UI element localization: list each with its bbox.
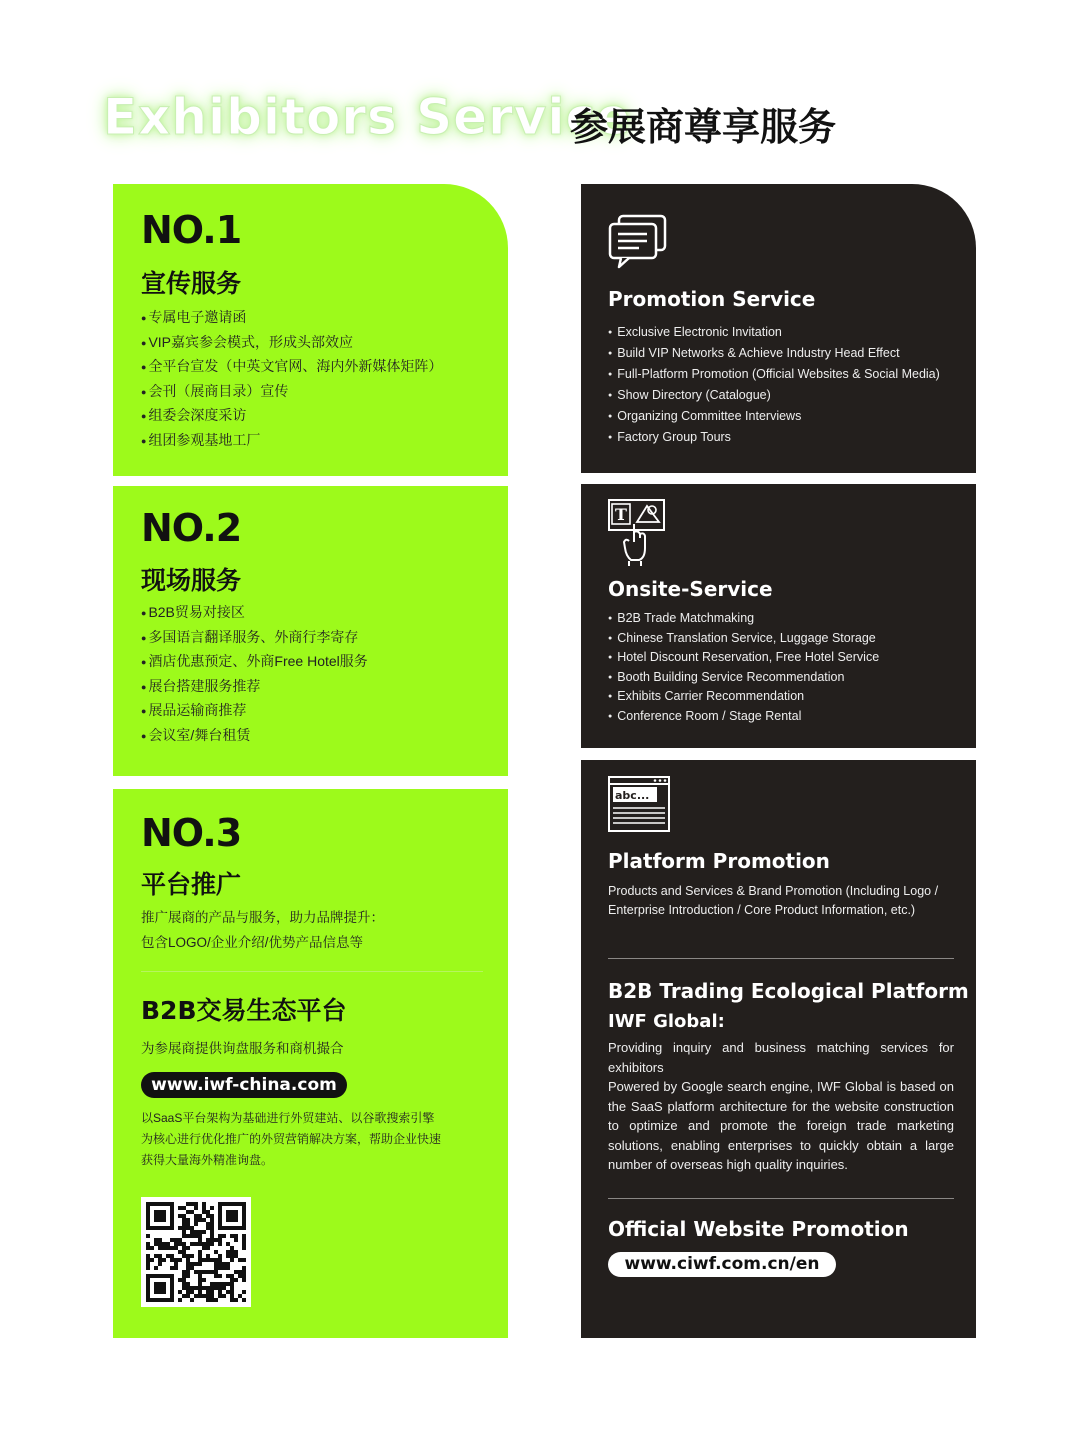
list-item: ● Chinese Translation Service, Luggage Storage (608, 629, 879, 649)
service-list (608, 322, 940, 448)
list-item: ● 组委会深度采访 (141, 403, 442, 428)
list-item: ● VIP嘉宾参会模式，形成头部效应 (141, 330, 442, 355)
service-list (608, 609, 879, 726)
page-title-en: Exhibitors Service (103, 88, 632, 146)
card-number: NO.1 (141, 208, 242, 252)
b2b-desc: 为参展商提供询盘服务和商机撮合 (141, 1041, 344, 1056)
list-item: ● Hotel Discount Reservation, Free Hotel Service (608, 648, 879, 668)
list-item: ● B2B贸易对接区 (141, 600, 368, 625)
list-item: ● 会议室/舞台租赁 (141, 723, 368, 748)
chat-bubble-icon (607, 214, 669, 275)
official-website-url-link[interactable]: www.ciwf.com.cn/en (608, 1252, 836, 1277)
b2b-para: Powered by Google search engine, IWF Global is based on the SaaS platform architecture for the website construction to optimize and promote the foreign trade marketing solutions, enabling enterprises to quickly obtain a large number of overseas high quality inquiries. (608, 1079, 954, 1172)
svg-text:abc...: abc... (615, 789, 650, 802)
list-item: ● Exclusive Electronic Invitation (608, 322, 940, 343)
b2b-para-line: 获得大量海外精准询盘。 (141, 1153, 274, 1167)
b2b-title: B2B Trading Ecological Platform (608, 979, 969, 1003)
card-title: Onsite-Service (608, 577, 773, 601)
service-list (141, 305, 442, 453)
onsite-service-card-en (581, 484, 976, 748)
card-number: NO.3 (141, 811, 242, 855)
b2b-subtitle: IWF Global: (608, 1011, 725, 1032)
list-item: ● 展品运输商推荐 (141, 698, 368, 723)
iwf-china-url-link[interactable]: www.iwf-china.com (141, 1072, 347, 1098)
service-list (141, 600, 368, 748)
card-title: Platform Promotion (608, 849, 830, 873)
list-item: ● 展台搭建服务推荐 (141, 674, 368, 699)
b2b-para: Providing inquiry and business matching services for exhibitors (608, 1040, 954, 1075)
list-item: ● 全平台宣发（中英文官网、海内外新媒体矩阵） (141, 354, 442, 379)
list-item: ● Full-Platform Promotion (Official Websites & Social Media) (608, 364, 940, 385)
promotion-service-card-en (581, 184, 976, 473)
b2b-heading: B2B交易生态平台 (141, 996, 347, 1025)
list-item: ● 会刊（展商目录）宣传 (141, 379, 442, 404)
divider (141, 971, 483, 972)
page-title-cn: 参展商尊享服务 (570, 105, 837, 149)
b2b-para-line: 为核心进行优化推广的外贸营销解决方案，帮助企业快速 (141, 1132, 442, 1146)
list-item: ● Organizing Committee Interviews (608, 406, 940, 427)
list-item: ● Conference Room / Stage Rental (608, 707, 879, 727)
divider (608, 1198, 954, 1199)
list-item: ● 专属电子邀请函 (141, 305, 442, 330)
platform-desc-line: 包含LOGO/企业介绍/优势产品信息等 (141, 935, 364, 950)
web-page-icon (607, 775, 671, 838)
card-heading: 现场服务 (141, 566, 242, 595)
qr-code[interactable] (141, 1197, 251, 1307)
list-item: ● Factory Group Tours (608, 427, 940, 448)
list-item: ● 酒店优惠预定、外商Free Hotel服务 (141, 649, 368, 674)
divider (608, 958, 954, 959)
card-heading: 平台推广 (141, 870, 242, 899)
b2b-para-line: 以SaaS平台架构为基础进行外贸建站、以谷歌搜索引擎 (141, 1111, 435, 1125)
platform-desc-line: 推广展商的产品与服务，助力品牌提升： (141, 910, 384, 925)
official-website-title: Official Website Promotion (608, 1217, 909, 1241)
platform-promotion-card-en (581, 760, 976, 1338)
qr-code-icon (141, 1197, 251, 1307)
touch-screen-icon (607, 498, 667, 573)
platform-desc-line: Products and Services & Brand Promotion (Including Logo / (608, 884, 939, 898)
promotion-service-card-cn (113, 184, 508, 476)
list-item: ● Booth Building Service Recommendation (608, 668, 879, 688)
card-title: Promotion Service (608, 287, 816, 311)
list-item: ● 多国语言翻译服务、外商行李寄存 (141, 625, 368, 650)
card-heading: 宣传服务 (141, 269, 242, 298)
list-item: ● Exhibits Carrier Recommendation (608, 687, 879, 707)
list-item: ● Show Directory (Catalogue) (608, 385, 940, 406)
list-item: ● 组团参观基地工厂 (141, 428, 442, 453)
platform-desc-line: Enterprise Introduction / Core Product Information, etc.) (608, 903, 916, 917)
platform-promotion-card-cn (113, 789, 508, 1338)
list-item: ● B2B Trade Matchmaking (608, 609, 879, 629)
svg-text:T: T (615, 505, 627, 524)
card-number: NO.2 (141, 506, 242, 550)
list-item: ● Build VIP Networks & Achieve Industry Head Effect (608, 343, 940, 364)
onsite-service-card-cn (113, 486, 508, 776)
